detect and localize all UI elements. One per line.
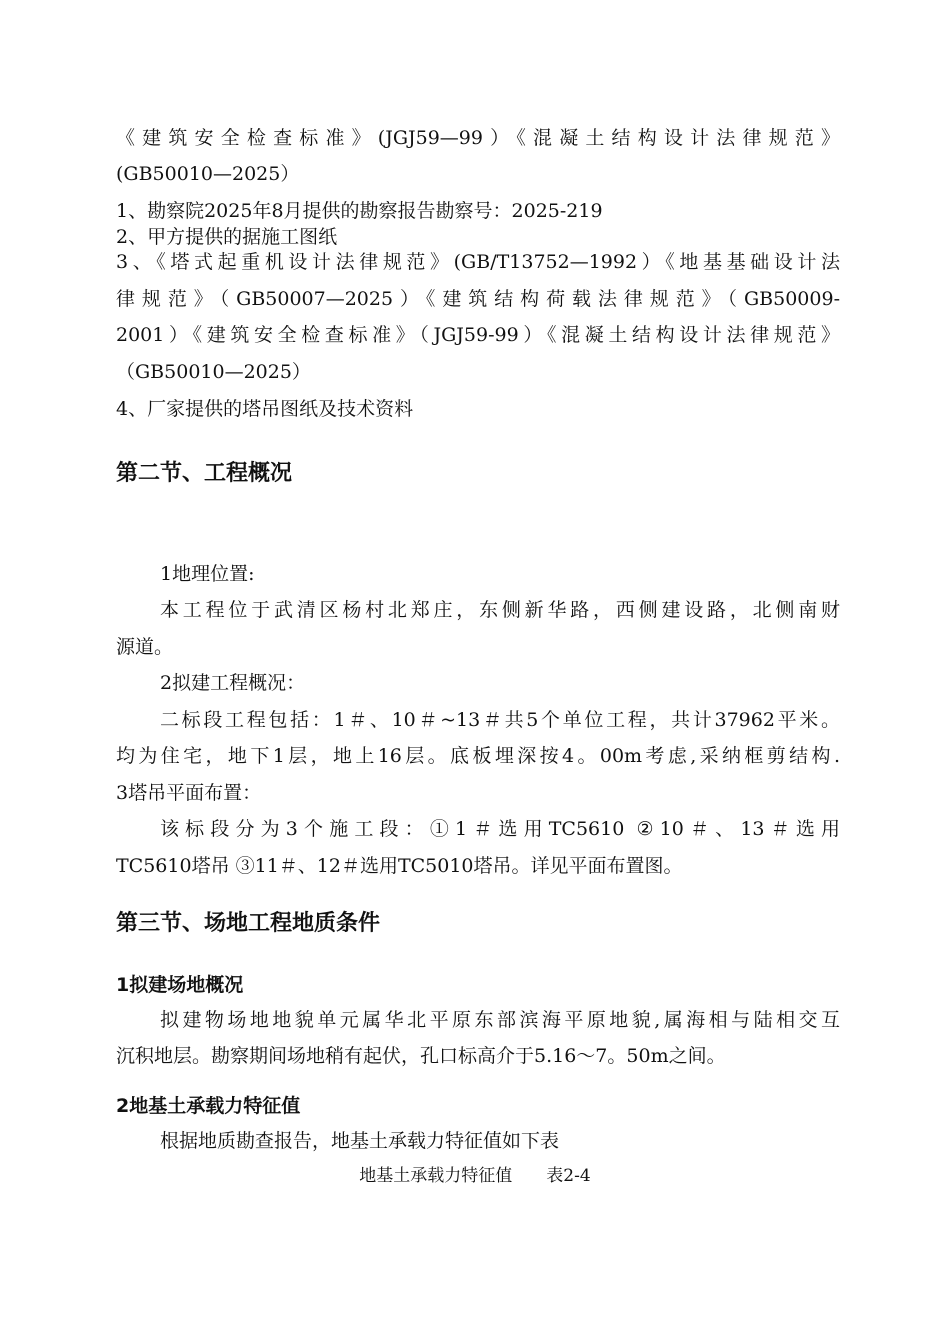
crane-layout-line-2: TC5610塔吊 ③11＃、12＃选用TC5010塔吊。详见平面布置图。 — [116, 855, 683, 877]
reference-item-3-line-3: 2001）《建筑安全检查标准》（JGJ59-99）《混凝土结构设计法律规范》 — [116, 324, 840, 346]
reference-item-1: 1、勘察院2025年8月提供的勘察报告勘察号：2025-219 — [116, 200, 603, 222]
geo-location-line-1: 本工程位于武清区杨村北郑庄，东侧新华路，西侧建设路，北侧南财 — [160, 599, 840, 621]
site-overview-heading: 1拟建场地概况 — [116, 974, 244, 996]
section-2-heading: 第二节、工程概况 — [116, 461, 293, 486]
standards-line-2: (GB50010—2025） — [116, 163, 300, 185]
reference-item-2: 2、甲方提供的据施工图纸 — [116, 226, 338, 248]
bearing-capacity-heading: 2地基土承载力特征值 — [116, 1095, 301, 1117]
project-overview-line-1: 二标段工程包括：1＃、10＃~13＃共5个单位工程，共计37962平米。 — [160, 709, 840, 731]
reference-item-3-line-1: 3、《塔式起重机设计法律规范》(GB/T13752—1992）《地基基础设计法 — [116, 251, 840, 273]
geo-location-line-2: 源道。 — [116, 636, 174, 658]
site-overview-line-2: 沉积地层。勘察期间场地稍有起伏，孔口标高介于5.16～7。50m之间。 — [116, 1045, 726, 1067]
crane-layout-line-1: 该标段分为3个施工段：①1＃选用TC5610 ②10＃、13＃选用 — [160, 818, 840, 840]
crane-layout-label: 3塔吊平面布置： — [116, 782, 262, 804]
project-overview-label: 2拟建工程概况： — [160, 672, 306, 694]
reference-item-3-line-2: 律规范》（GB50007—2025）《建筑结构荷载法律规范》（GB50009- — [116, 288, 840, 310]
reference-item-4: 4、厂家提供的塔吊图纸及技术资料 — [116, 398, 414, 420]
project-overview-line-2: 均为住宅，地下1层，地上16层。底板埋深按4。00m考虑,采纳框剪结构. — [116, 745, 840, 767]
site-overview-line-1: 拟建物场地地貌单元属华北平原东部滨海平原地貌,属海相与陆相交互 — [160, 1009, 840, 1031]
geo-location-label: 1地理位置: — [160, 563, 255, 585]
reference-item-3-line-4: （GB50010—2025） — [116, 361, 311, 383]
table-caption: 地基土承载力特征值 表2-4 — [359, 1166, 591, 1186]
bearing-capacity-line-1: 根据地质勘查报告，地基土承载力特征值如下表 — [160, 1130, 560, 1152]
standards-line-1: 《建筑安全检查标准》(JGJ59—99）《混凝土结构设计法律规范》 — [116, 127, 840, 149]
section-3-heading: 第三节、场地工程地质条件 — [116, 911, 381, 936]
